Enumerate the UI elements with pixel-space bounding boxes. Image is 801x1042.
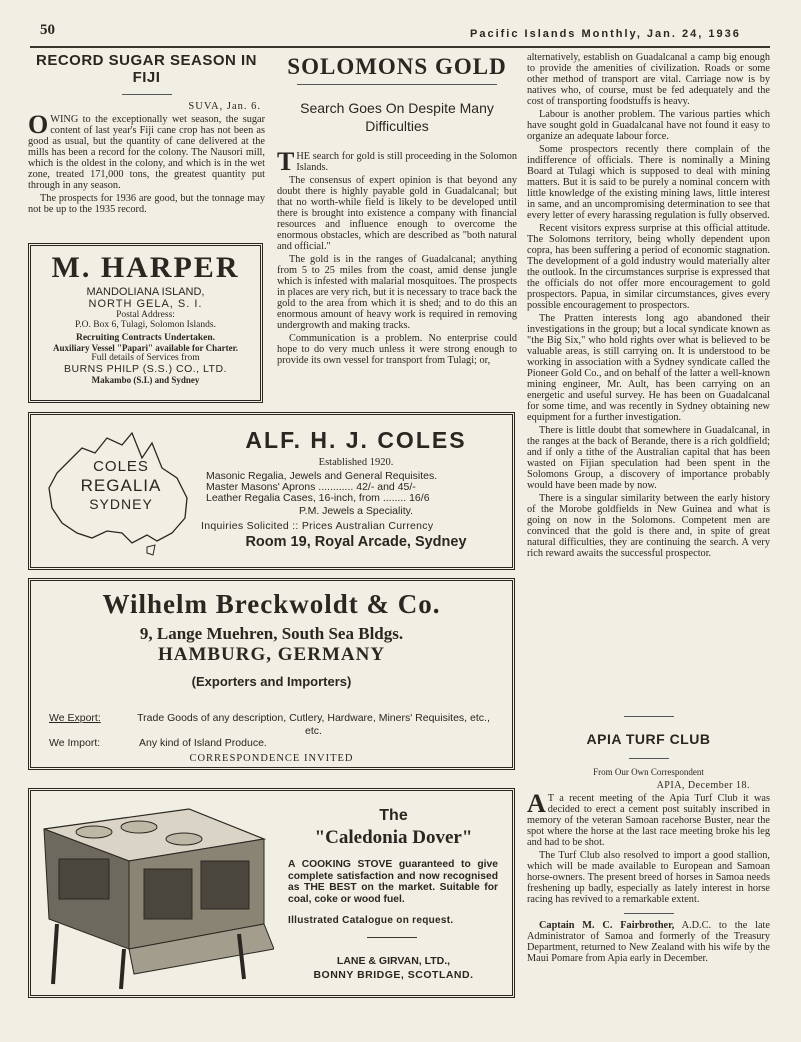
- breckwoldt-ad: [28, 578, 515, 770]
- coles-speciality: P.M. Jewels a Speciality.: [299, 505, 413, 517]
- harper-name: M. HARPER: [51, 251, 240, 284]
- divider: [297, 84, 497, 85]
- dropcap: T: [277, 147, 295, 176]
- cooking-stove-icon: [39, 799, 274, 994]
- harper-location: MANDOLIANA ISLAND,: [86, 286, 205, 298]
- dropcap: A: [527, 789, 546, 818]
- coles-address: Room 19, Royal Arcade, Sydney: [245, 534, 467, 550]
- solomons-paragraph: There is a singular similarity between the early history of the Morobe goldfields in New Guinea and what is going on now in the Solomons. Competent men are convinced that the gold is there and, in spite of great natural difficulties, they are continuing the search. A very rich reward awaits the successful prospector.: [527, 493, 770, 559]
- apia-paragraph: The Turf Club also resolved to import a good stallion, which will be made available to European and Samoan horse-owners. The present breed of horses in Samoa needs freshening up badly, especially as lately interest in horse racing has revived to a remarkable extent.: [527, 850, 770, 905]
- solomons-paragraph: The gold is in the ranges of Guadalcanal; anything from 5 to 25 miles from the coast, amid dense jungle which is infested with malarial mosquitoes. The prospects in places are very rich, but it is necessary to trace back the gold to the area from which it is shed; and to do this an enormous amount of heavy work is required in removing undergrowth and making tracks.: [277, 254, 517, 331]
- dropcap: O: [28, 110, 49, 139]
- coles-line: Masonic Regalia, Jewels and General Requisites.: [206, 470, 438, 482]
- page-number: 50: [40, 22, 55, 38]
- caledonia-desc: A COOKING STOVE guaranteed to give complete satisfaction and now recognised as THE BEST on the market. Suitable for coal, coke or wood fuel.: [288, 859, 498, 905]
- breckwoldt-subtitle: (Exporters and Importers): [191, 674, 352, 689]
- solomons-title: SOLOMONS GOLD: [287, 54, 507, 79]
- sugar-dateline: SUVA, Jan. 6.: [188, 101, 261, 112]
- harper-services: Full details of Services from: [91, 353, 200, 363]
- divider: [367, 937, 417, 938]
- solomons-paragraph: HE search for gold is still proceeding in the Solomon Islands.: [296, 151, 517, 173]
- sugar-article: [28, 52, 265, 217]
- publication-header: Pacific Islands Monthly, Jan. 24, 1936: [470, 28, 741, 40]
- harper-agent-sub: Makambo (S.I.) and Sydney: [91, 375, 200, 385]
- breckwoldt-name: Wilhelm Breckwoldt & Co.: [102, 589, 441, 619]
- solomons-paragraph: The consensus of expert opinion is that beyond any doubt there is highly payable gold in Guadalcanal; but that no worth-while field is likely to be developed until there is brought into existence a company with financial resources and influence enough to overcome the enormous obstacles, which are described as "both natural and official.": [277, 175, 517, 252]
- coles-logo-line: REGALIA: [80, 476, 162, 495]
- coles-logo-text: [71, 457, 171, 514]
- caledonia-ad: [28, 788, 515, 998]
- divider: [624, 913, 674, 914]
- header-rule: [30, 46, 770, 48]
- harper-recruiting: Recruiting Contracts Undertaken.: [75, 333, 216, 343]
- correspondence-invited: CORRESPONDENCE INVITED: [189, 753, 354, 764]
- sugar-paragraph: The prospects for 1936 are good, but the tonnage may not be up to the 1935 record.: [28, 193, 265, 215]
- coles-logo-line: COLES: [93, 458, 149, 475]
- solomons-paragraph: There is little doubt that somewhere in Guadalcanal, in the ranges at the back of Berande, there is a rich goldfield; and if only a tithe of the Australian capital that has been wasted on Fijian speculation had been spent in the Solomons Group, a discovery of importance probably would have been made by now.: [527, 425, 770, 491]
- coles-line: Master Masons' Aprons ............ 42/- and 45/-: [206, 481, 416, 493]
- breckwoldt-address: 9, Lange Muehren, South Sea Bldgs.: [139, 624, 404, 643]
- harper-vessel: Auxiliary Vessel "Papari" available for Charter.: [53, 343, 238, 353]
- apia-title: APIA TURF CLUB: [586, 731, 711, 747]
- caledonia-the: The: [379, 807, 408, 824]
- solomons-subtitle: Search Goes On Despite Many Difficulties: [300, 100, 494, 134]
- coles-ad: [28, 412, 515, 570]
- harper-location: NORTH GELA, S. I.: [88, 298, 203, 310]
- coles-logo-line: SYDNEY: [89, 496, 153, 512]
- harper-agent: BURNS PHILP (S.S.) CO., LTD.: [64, 363, 227, 375]
- coles-name: ALF. H. J. COLES: [245, 427, 467, 453]
- caledonia-place: BONNY BRIDGE, SCOTLAND.: [313, 969, 474, 981]
- solomons-article: [277, 52, 517, 368]
- apia-byline: From Our Own Correspondent: [593, 767, 704, 777]
- solomons-paragraph: The Pratten interests long ago abandoned their investigations in the group; but a local syndicate known as "the Big Six," who hold rights over what is believed to be valuable areas, is still carrying on. It is understood to be working in association with a Sydney syndicate called the Pioneer Gold Co., and on behalf of the latter a well-known mining engineer, Mr. Ault, has been carrying on an energetic and useful survey. He has been on Guadalcanal for some time, and was recently in Sydney obtaining new equipment for a further investigation.: [527, 313, 770, 423]
- solomons-paragraph: Recent visitors express surprise at this official attitude. The Solomons territory, being wholly dependent upon copra, has been suffering a period of economic stagnation. The development of a gold industry would materially alter the outlook. In the circumstances surprise is expressed that the officials do not offer more encouragement to gold prospectors. Papua, in similar circumstances, gives every possible encouragement to prospectors.: [527, 223, 770, 311]
- coles-established: Established 1920.: [318, 457, 394, 468]
- solomons-continued: [527, 52, 770, 561]
- harper-postal: P.O. Box 6, Tulagi, Solomon Islands.: [75, 320, 216, 330]
- solomons-paragraph: Some prospectors recently there complain of the indifference of officials. There is nominally a Mining Board at Tulagi which is supposed to deal with mining matters. But it is said to be purely a nominal concern with little knowledge of the existing mining laws, little interest in same, and an uncompromising determination to see that every letter of every harassing regulation is fully observed.: [527, 144, 770, 221]
- solomons-paragraph: Communication is a problem. No enterprise could hope to do very much unless it were strong enough to provide its own vessel for transport from Tulagi; or,: [277, 333, 517, 366]
- export-text: Trade Goods of any description, Cutlery, Hardware, Miners' Requisites, etc., etc.: [137, 712, 490, 737]
- apia-dateline: APIA, December 18.: [656, 780, 750, 791]
- sugar-title: RECORD SUGAR SEASON IN FIJI: [35, 52, 258, 86]
- fairbrother-text: A.D.C. to the late Administrator of Samoa and formerly of the Treasury Department, returned to New Zealand with his wife by the Maui Pomare from Apia early in December.: [527, 920, 770, 964]
- caledonia-catalogue: Illustrated Catalogue on request.: [288, 915, 454, 926]
- sugar-paragraph: WING to the exceptionally wet season, the sugar content of last year's Fiji cane crop has not been as good as usual, but the quantity of cane delivered at the mills has been a record for the colony. The Nausori mill, which is the oldest in the colony, and which is in the wet zone, treated 171,000 tons, the greatest quantity put through in any season.: [28, 114, 265, 191]
- harper-ad: [28, 243, 263, 403]
- coles-inquiries: Inquiries Solicited :: Prices Australian Currency: [201, 520, 434, 532]
- solomons-paragraph: Labour is another problem. The various parties which have sought gold in Guadalcanal have not found it easy to organize an adequate labour force.: [527, 109, 770, 142]
- coles-details: [206, 471, 506, 504]
- export-label: We Export:: [49, 712, 101, 724]
- fairbrother-name: Captain M. C. Fairbrother,: [539, 920, 675, 931]
- import-text: Any kind of Island Produce.: [139, 737, 267, 749]
- solomons-paragraph: alternatively, establish on Guadalcanal a camp big enough to provide the amenities of civilization. Roads or some other method of transport are vital. Carriage now is by natives who, of course, must be fed adequately and the cost of transporting foodstuffs is heavy.: [527, 52, 770, 107]
- breckwoldt-city: HAMBURG, GERMANY: [157, 644, 386, 665]
- divider: [624, 716, 674, 717]
- coles-line: Leather Regalia Cases, 16-inch, from ........ 16/6: [206, 492, 430, 504]
- harper-postal-label: Postal Address:: [116, 310, 175, 320]
- apia-article: [527, 716, 770, 966]
- caledonia-maker: LANE & GIRVAN, LTD.,: [336, 955, 451, 967]
- import-label: We Import:: [49, 737, 101, 749]
- divider: [629, 758, 669, 759]
- apia-paragraph: T a recent meeting of the Apia Turf Club it was decided to erect a cement post suitably inscribed in memory of the veteran Samoan racehorse Buster, near the spot where the horse at the last race meeting broke his leg and had to be shot.: [527, 793, 770, 848]
- divider: [122, 94, 172, 95]
- caledonia-name: "Caledonia Dover": [314, 827, 473, 848]
